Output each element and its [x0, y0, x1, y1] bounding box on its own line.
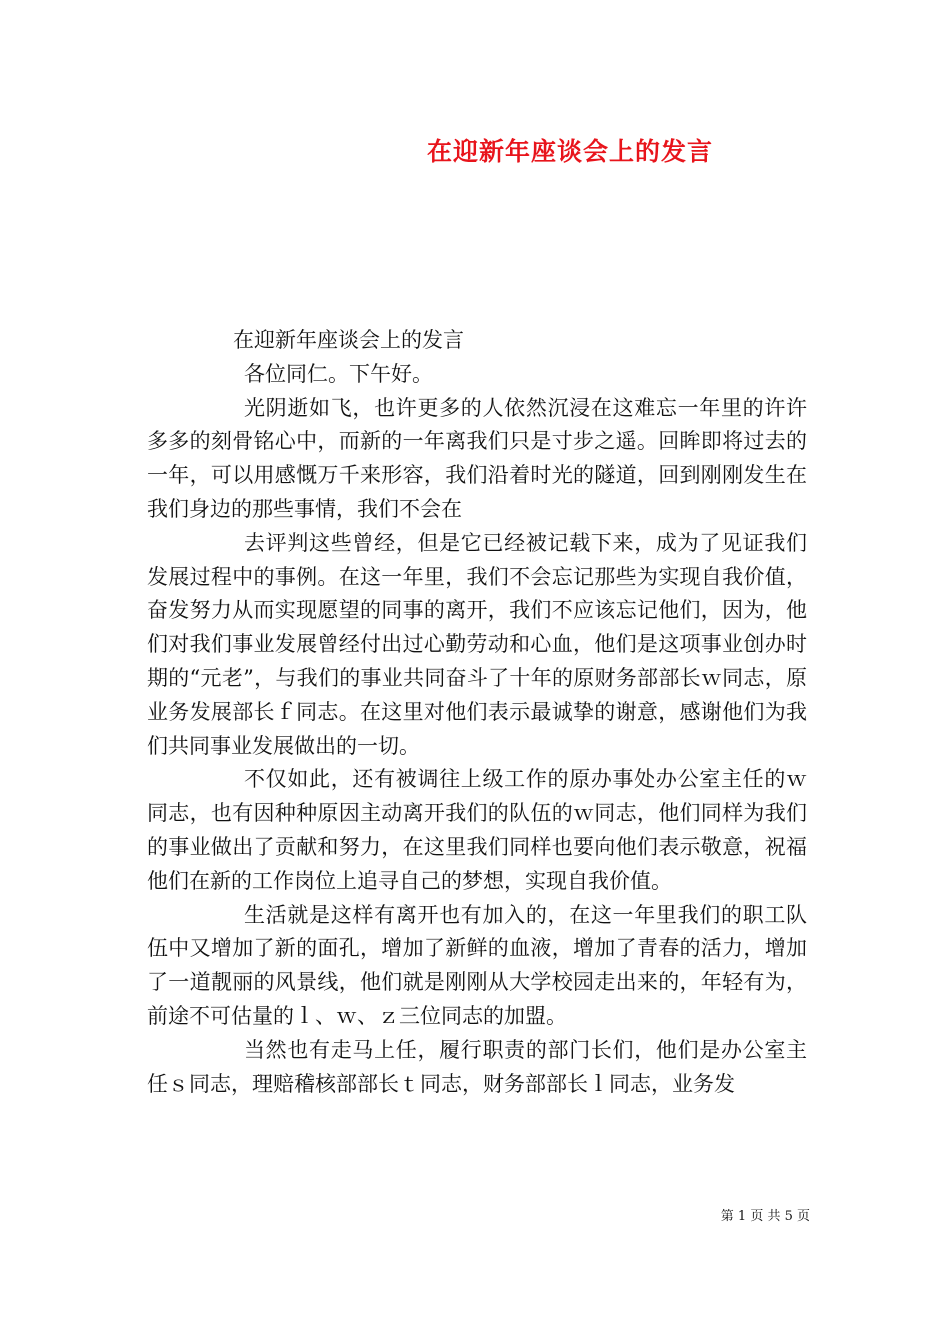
greeting-line: 各位同仁。下午好。 — [244, 361, 433, 386]
page-title: 在迎新年座谈会上的发言 — [426, 137, 713, 166]
paragraph-5: 当然也有走马上任，履行职责的部门长们，他们是办公室主任ｓ同志，理赔稽核部部长ｔ同志，财务部部长ｌ同志，业务发 — [147, 1037, 807, 1096]
paragraph-1: 光阴逝如飞，也许更多的人依然沉浸在这难忘一年里的许许多多的刻骨铭心中，而新的一年离我们只是寸步之遥。回眸即将过去的一年，可以用感慨万千来形容，我们沿着时光的隧道，回到刚刚发生在我们身边的那些事情，我们不会在 — [147, 395, 807, 521]
paragraph-2: 去评判这些曾经，但是它已经被记载下来，成为了见证我们发展过程中的事例。在这一年里，我们不会忘记那些为实现自我价值，奋发努力从而实现愿望的同事的离开，我们不应该忘记他们，因为，他们对我们事业发展曾经付出过心勤劳动和心血，他们是这项事业创办时期的“元老”，与我们的事业共同奋斗了十年的原财务部部长ｗ同志，原业务发展部长ｆ同志。在这里对他们表示最诚挚的谢意，感谢他们为我们共同事业发展做出的一切。 — [147, 530, 807, 758]
document-subtitle: 在迎新年座谈会上的发言 — [233, 328, 464, 352]
document-body — [147, 324, 807, 1101]
paragraph-3: 不仅如此，还有被调往上级工作的原办事处办公室主任的ｗ同志，也有因种种原因主动离开我们的队伍的ｗ同志，他们同样为我们的事业做出了贡献和努力，在这里我们同样也要向他们表示敬意，祝福他们在新的工作岗位上追寻自己的梦想，实现自我价值。 — [147, 767, 807, 893]
page-indicator: 第 1 页 共 5 页 — [720, 1209, 810, 1224]
paragraph-4: 生活就是这样有离开也有加入的，在这一年里我们的职工队伍中又增加了新的面孔，增加了新鲜的血液，增加了青春的活力，增加了一道靓丽的风景线，他们就是刚刚从大学校园走出来的，年轻有为，前途不可估量的ｌ、ｗ、ｚ三位同志的加盟。 — [147, 902, 807, 1028]
